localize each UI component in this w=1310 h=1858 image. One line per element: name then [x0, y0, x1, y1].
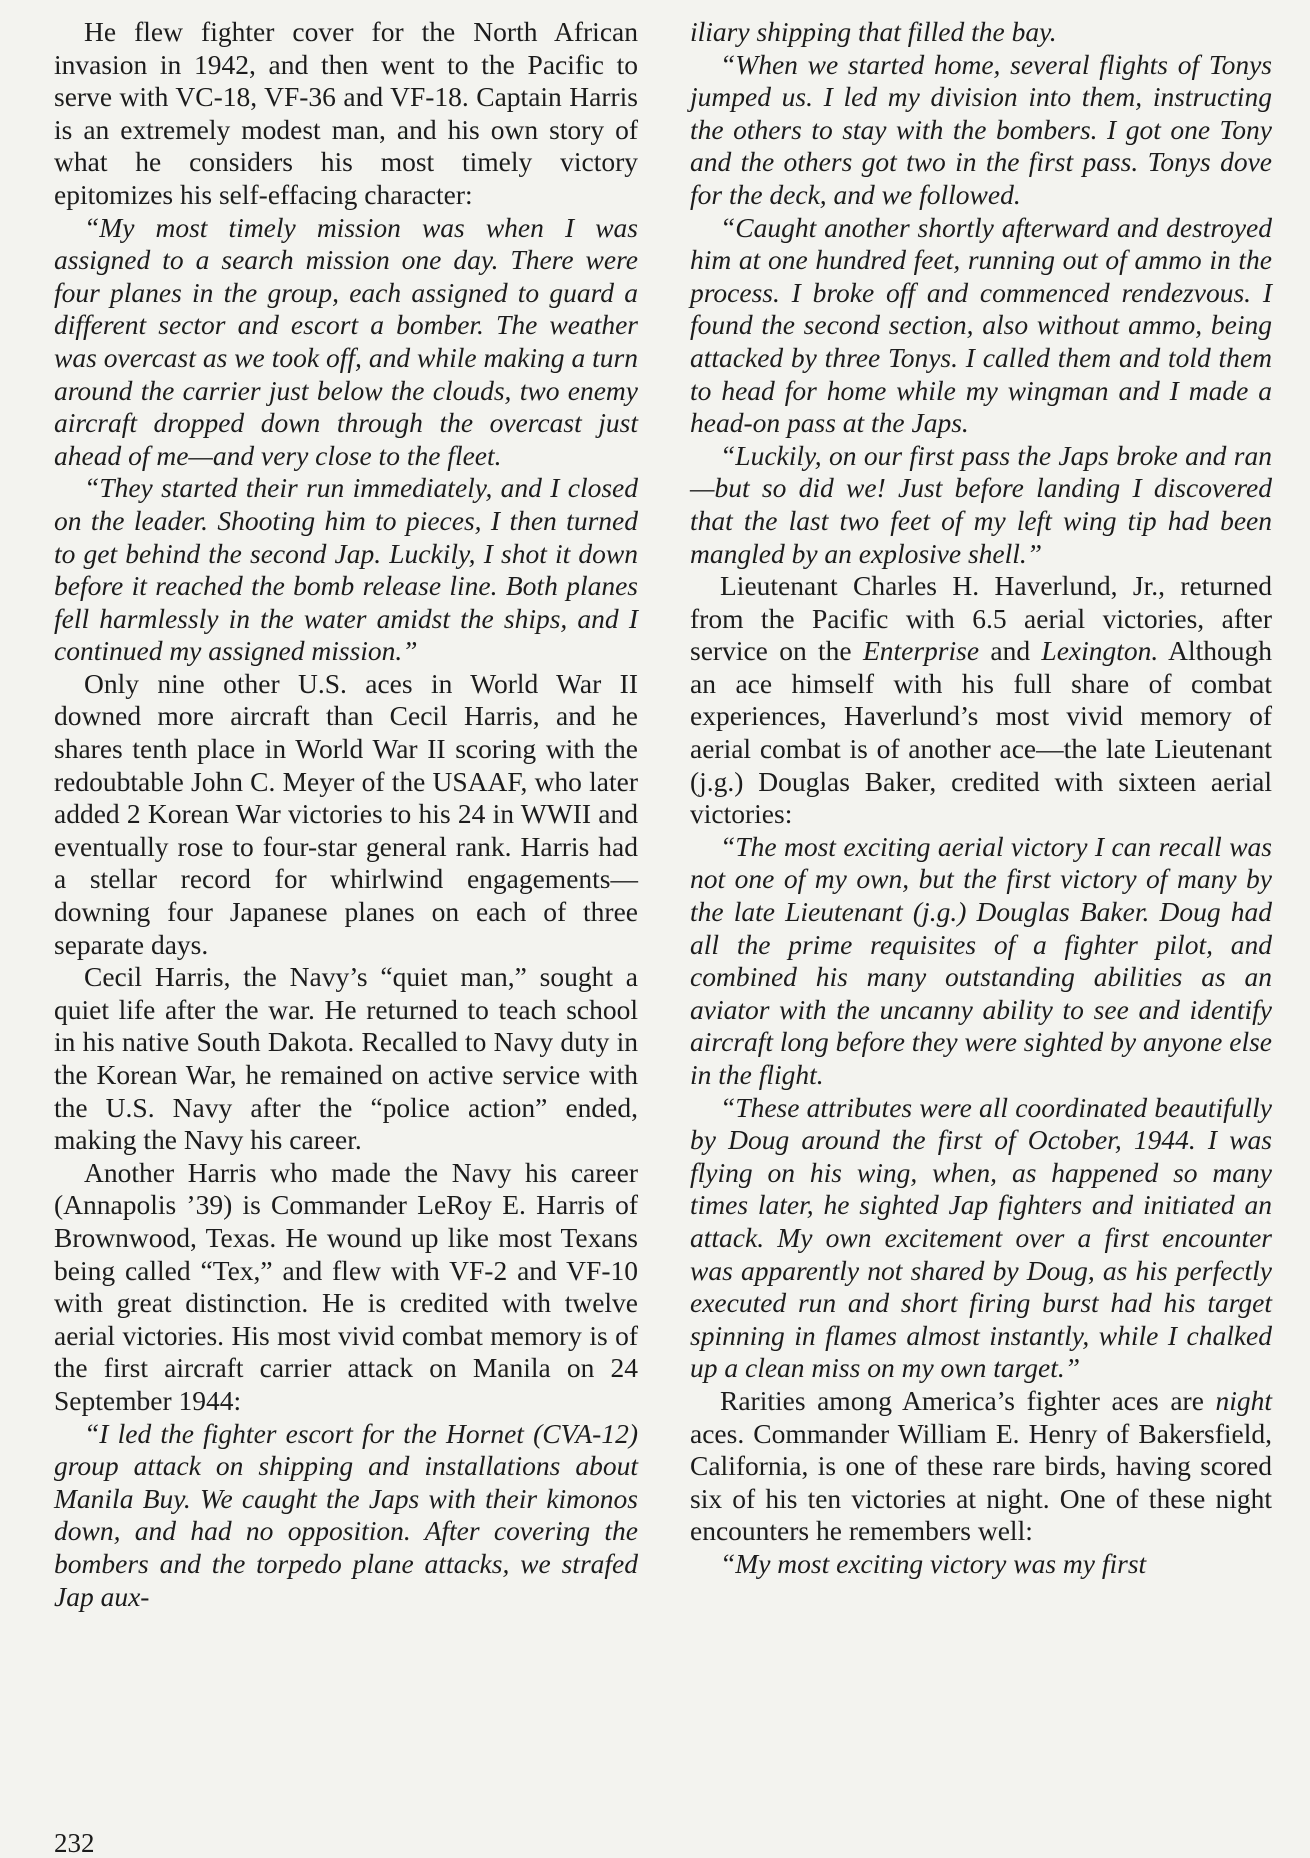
paragraph: He flew fighter cover for the North African invasion in 1942, and then went to the Pacific to serve with VC-18, VF-36 and VF-18. Captain Harris is an extremely modest man, and his own story of what he considers his most timely victory epitomizes his self-effacing character: — [54, 16, 638, 210]
quote-paragraph: “Caught another shortly afterward and destroyed him at one hundred feet, running out of ammo in the process. I broke off and commenced rendezvous. I found the second section, also without ammo, being attacked by three Tonys. I called them and told them to head for home while my wingman and I made a head-on pass at the Japs. — [690, 211, 1272, 439]
quote-paragraph: “When we started home, several flights of Tonys jumped us. I led my division into them, instructing the others to stay with the bombers. I got one Tony and the others got two in the first pass. Tonys dove for the deck, and we followed. — [690, 48, 1272, 210]
right-column — [690, 16, 1272, 1581]
emphasis: night — [1215, 1384, 1272, 1416]
text-run: Although an ace himself with his full share of combat experiences, Haverlund’s most vivid memory of aerial combat is of another ace—the late Lieutenant (j.g.) Douglas Baker, credited with sixteen aerial victories: — [690, 635, 1272, 830]
text-run: Lieutenant Charles H. Haverlund, Jr., returned from the Pacific with 6.5 aerial victories, after service on the — [690, 570, 1272, 667]
quote-paragraph: “The most exciting aerial victory I can recall was not one of my own, but the first victory of many by the late Lieutenant (j.g.) Douglas Baker. Doug had all the prime requisites of a fighter pilot, and combined his many outstanding abilities as an aviator with the uncanny ability to see and identify aircraft long before they were sighted by anyone else in the flight. — [690, 830, 1272, 1090]
quote-paragraph: “I led the fighter escort for the Hornet (CVA-12) group attack on shipping and installations about Manila Buy. We caught the Japs with their kimonos down, and had no opposition. After covering the bombers and the torpedo plane attacks, we strafed Jap aux- — [54, 1417, 638, 1612]
left-column — [54, 16, 638, 1613]
quote-continuation: iliary shipping that filled the bay. — [690, 16, 1057, 47]
quote-paragraph: “My most exciting victory was my first — [720, 1547, 1147, 1579]
paragraph — [690, 1385, 1272, 1548]
text-run: aces. Commander William E. Henry of Bakersfield, California, is one of these rare birds, having scored six of his ten victories at night. One of these night encounters he remembers well: — [690, 1417, 1272, 1547]
ship-name: Lexington. — [1041, 635, 1159, 667]
paragraph — [690, 570, 1272, 831]
quote-paragraph: “My most timely mission was when I was assigned to a search mission one day. There were four planes in the group, each assigned to guard a different sector and escort a bomber. The weather was overcast as we took off, and while making a turn around the carrier just below the clouds, two enemy aircraft dropped down through the overcast just ahead of me—and very close to the fleet. — [54, 211, 638, 471]
text-run: Rarities among America’s fighter aces are — [720, 1384, 1216, 1416]
quote-paragraph: “These attributes were all coordinated beautifully by Doug around the first of October, 1944. I was flying on his wing, when, as happened so many times later, he sighted Jap fighters and initiated an attack. My own excitement over a first encounter was apparently not shared by Doug, as his perfectly executed run and short firing burst had his target spinning in flames almost instantly, while I chalked up a clean miss on my own target.” — [690, 1091, 1272, 1384]
paragraph: Cecil Harris, the Navy’s “quiet man,” sought a quiet life after the war. He returned to teach school in his native South Dakota. Recalled to Navy duty in the Korean War, he remained on active service with the U.S. Navy after the “police action” ended, making the Navy his career. — [54, 961, 638, 1156]
quote-paragraph: “They started their run immediately, and I closed on the leader. Shooting him to pieces, I then turned to get behind the second Jap. Luckily, I shot it down before it reached the bomb release line. Both planes fell harmlessly in the water amidst the ships, and I continued my assigned mission.” — [54, 472, 638, 667]
ship-name: Enterprise — [862, 635, 980, 667]
text-run: and — [979, 635, 1042, 667]
paragraph: Another Harris who made the Navy his career (Annapolis ’39) is Commander LeRoy E. Harris of Brownwood, Texas. He wound up like most Texans being called “Tex,” and flew with VF-2 and VF-10 with great distinction. He is credited with twelve aerial victories. His most vivid combat memory is of the first aircraft carrier attack on Manila on 24 September 1944: — [54, 1156, 638, 1416]
quote-paragraph: “Luckily, on our first pass the Japs broke and ran—but so did we! Just before landing I discovered that the last two feet of my left wing tip had been mangled by an explosive shell.” — [690, 439, 1272, 569]
page-number: 232 — [54, 1828, 95, 1858]
paragraph: Only nine other U.S. aces in World War II downed more aircraft than Cecil Harris, and he shares tenth place in World War II scoring with the redoubtable John C. Meyer of the USAAF, who later added 2 Korean War victories to his 24 in WWII and eventually rose to four-star general rank. Harris had a stellar record for whirlwind engagements—downing four Japanese planes on each of three separate days. — [54, 667, 638, 960]
